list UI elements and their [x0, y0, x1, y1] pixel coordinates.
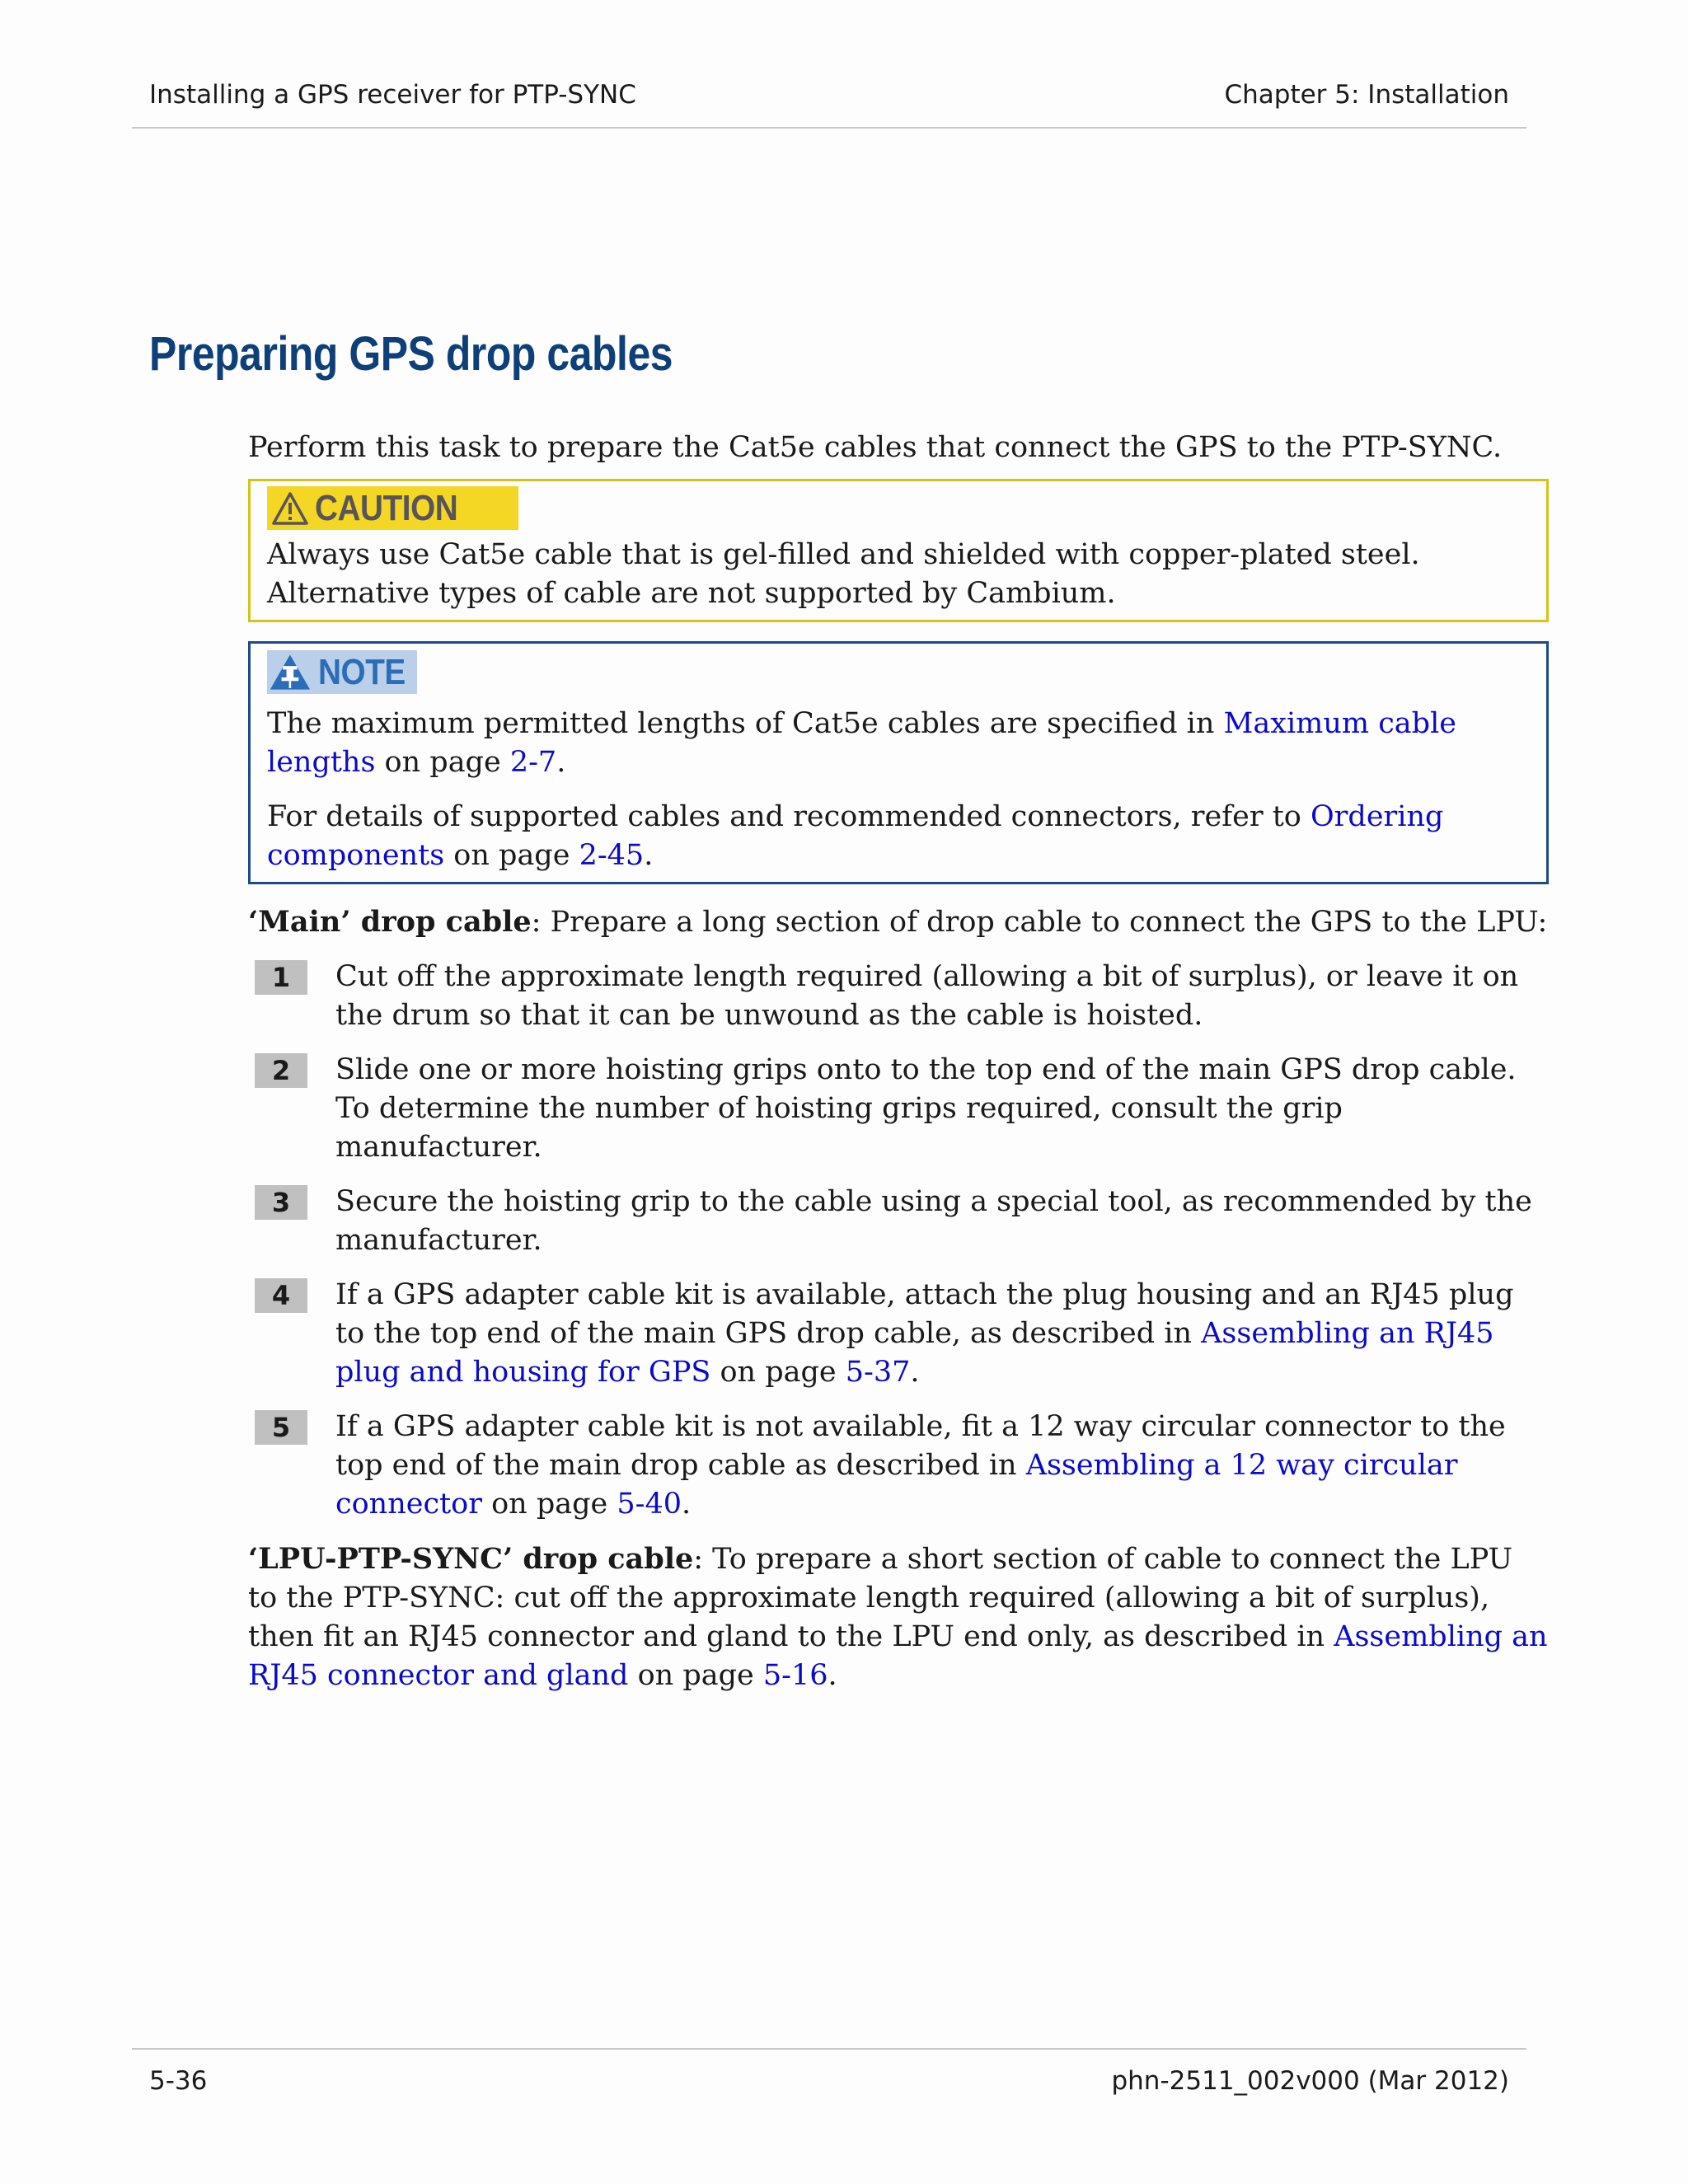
link-page-5-37[interactable]: 5-37	[845, 1355, 911, 1389]
link-assembling-rj45-plug-housing[interactable]: Assembling an RJ45 plug and housing for GPS	[335, 1316, 1494, 1389]
step-number: 1	[255, 960, 307, 995]
note-p1-after: .	[556, 745, 566, 779]
link-page-5-16[interactable]: 5-16	[762, 1658, 828, 1692]
lpu-drop-paragraph	[248, 1540, 1549, 1695]
step-number: 5	[255, 1410, 307, 1445]
running-footer	[132, 2048, 1526, 2099]
step-text-after: .	[910, 1355, 920, 1389]
link-page-2-7[interactable]: 2-7	[509, 745, 557, 779]
link-page-5-40[interactable]: 5-40	[617, 1487, 682, 1521]
step-text: Slide one or more hoisting grips onto to the top end of the main GPS drop cable. To determine the number of hoisting grips required, consult the grip manufacturer.	[335, 1052, 1517, 1164]
note-p2-text: For details of supported cables and recommended connectors, refer to	[267, 799, 1311, 833]
lpu-drop-text: : To prepare a short section of cable to connect the LPU to the PTP-SYNC: cut off the approximate length required (allowing a bit of surplus), then fit an RJ45 connector and gland to the LPU end only, as described in	[248, 1542, 1513, 1653]
header-left-text: Installing a GPS receiver for PTP-SYNC	[149, 80, 636, 110]
note-badge	[267, 650, 417, 694]
step-number: 2	[255, 1053, 307, 1088]
note-paragraph-1	[267, 705, 1530, 782]
note-p2-middle: on page	[444, 838, 579, 872]
step-text: Cut off the approximate length required (allowing a bit of surplus), or leave it on the drum so that it can be unwound as the cable is hoisted.	[335, 959, 1519, 1032]
main-drop-paragraph	[248, 902, 1549, 942]
note-p2-after: .	[644, 838, 654, 872]
footer-page-number: 5-36	[149, 2066, 208, 2096]
note-paragraph-2	[267, 798, 1530, 875]
note-pin-icon	[269, 650, 312, 694]
note-box	[248, 641, 1549, 884]
link-assembling-rj45-connector-gland[interactable]: Assembling an RJ45 connector and gland	[248, 1619, 1548, 1692]
lpu-drop-middle: on page	[628, 1658, 763, 1692]
footer-doc-id: phn-2511_002v000 (Mar 2012)	[1111, 2066, 1509, 2096]
step-4	[248, 1276, 1549, 1392]
note-p1-middle: on page	[375, 745, 510, 779]
step-text: If a GPS adapter cable kit is available, attach the plug housing and an RJ45 plug to the top end of the main GPS drop cable, as described in	[335, 1277, 1514, 1350]
lpu-drop-after: .	[828, 1658, 837, 1692]
lpu-drop-label: ‘LPU-PTP-SYNC’ drop cable	[248, 1541, 694, 1576]
note-p1-text: The maximum permitted lengths of Cat5e cables are specified in	[267, 706, 1224, 740]
caution-label: CAUTION	[315, 488, 458, 528]
intro-paragraph: Perform this task to prepare the Cat5e cables that connect the GPS to the PTP-SYNC.	[248, 431, 1503, 464]
step-2	[248, 1051, 1549, 1167]
step-3	[248, 1183, 1549, 1260]
caution-badge	[267, 486, 518, 530]
page-content	[248, 429, 1549, 1695]
caution-text: Always use Cat5e cable that is gel-filled and shielded with copper-plated steel. Alternative types of cable are not supported by Cambium.	[267, 537, 1420, 610]
main-drop-label: ‘Main’ drop cable	[248, 904, 532, 939]
step-text: Secure the hoisting grip to the cable using a special tool, as recommended by the manufacturer.	[335, 1184, 1532, 1257]
step-text-middle: on page	[710, 1355, 846, 1389]
link-assembling-12-way-connector[interactable]: Assembling a 12 way circular connector	[335, 1448, 1458, 1521]
step-1	[248, 958, 1549, 1035]
step-5	[248, 1408, 1549, 1524]
step-text-after: .	[681, 1487, 692, 1521]
procedure-steps	[248, 958, 1549, 1524]
section-title: Preparing GPS drop cables	[149, 327, 673, 381]
step-text-middle: on page	[481, 1487, 617, 1521]
running-header	[132, 0, 1526, 129]
link-maximum-cable-lengths[interactable]: Maximum cable lengths	[267, 706, 1456, 779]
header-right-text: Chapter 5: Installation	[1224, 80, 1509, 110]
link-ordering-components[interactable]: Ordering components	[267, 799, 1444, 872]
caution-box	[248, 479, 1549, 622]
step-number: 3	[255, 1185, 307, 1220]
link-page-2-45[interactable]: 2-45	[579, 838, 645, 872]
main-drop-text: : Prepare a long section of drop cable to connect the GPS to the LPU:	[531, 905, 1548, 939]
step-number: 4	[255, 1278, 307, 1313]
warning-triangle-icon	[272, 492, 308, 525]
step-text: If a GPS adapter cable kit is not available, fit a 12 way circular connector to the top end of the main drop cable as described in	[335, 1409, 1506, 1482]
note-label: NOTE	[317, 651, 406, 692]
